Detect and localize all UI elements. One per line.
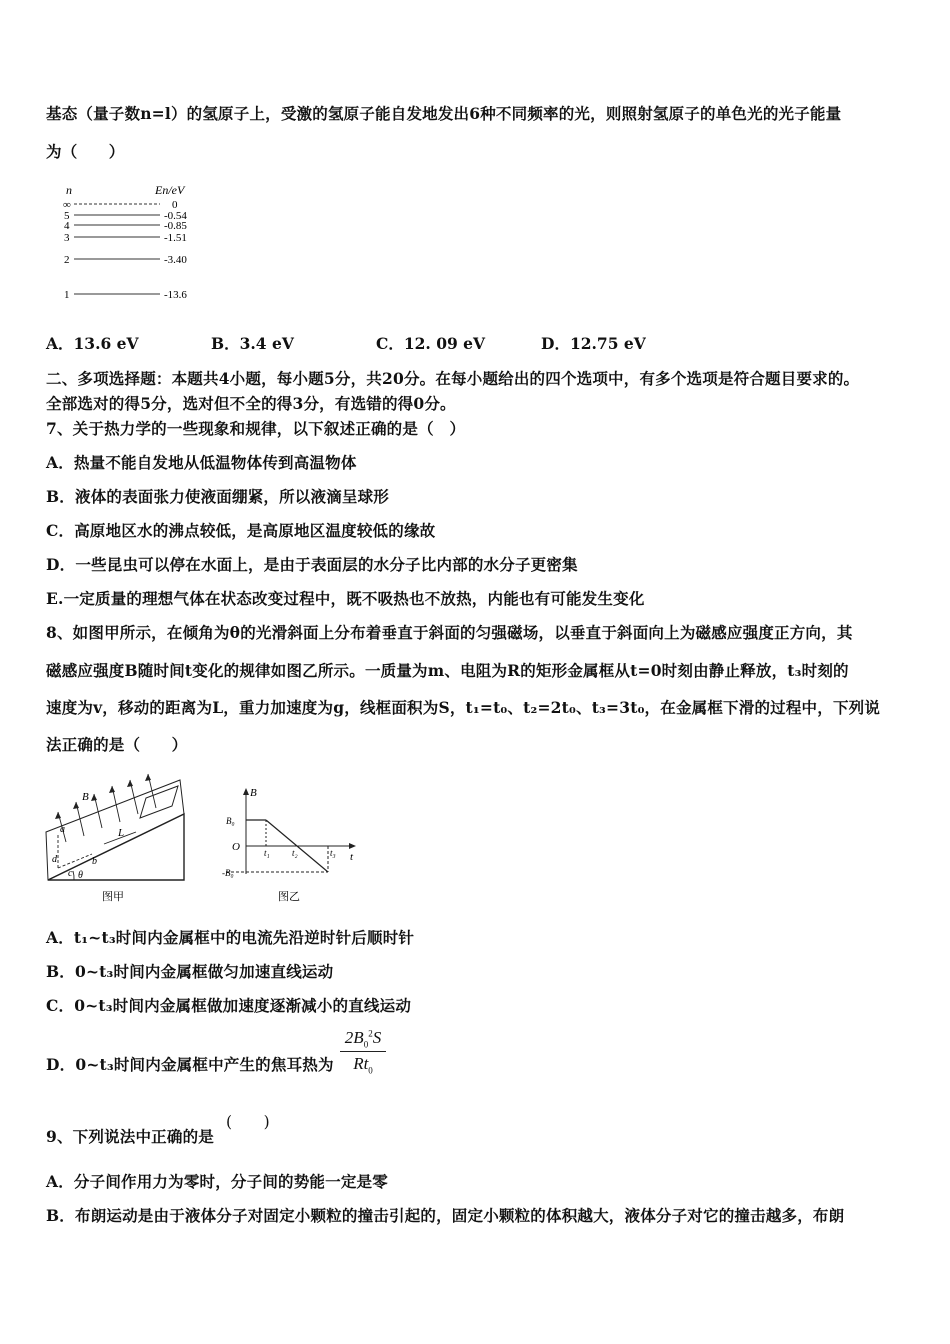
- q6-option-c: C．12. 09 eV: [376, 334, 486, 353]
- q8-option-a: A．t₁~t₃时间内金属框中的电流先沿逆时针后顺时针: [46, 928, 415, 947]
- level-e-3: -1.51: [164, 232, 187, 244]
- figure-yi-graph: [222, 784, 362, 906]
- level-e-1: -13.6: [164, 289, 187, 301]
- level-n-1: 1: [64, 289, 70, 301]
- fig-jia-caption: 图甲: [102, 891, 124, 903]
- fig-jia-L-label: L: [118, 827, 125, 839]
- level-n-inf: ∞: [63, 199, 71, 211]
- fig-yi-t1-label: t₁: [264, 848, 270, 858]
- fig-jia-b-label: b: [92, 856, 97, 867]
- section2-line2: 全部选对的得5分，选对但不全的得3分，有选错的得0分。: [46, 394, 456, 413]
- q6-line2: 为（ ）: [46, 142, 125, 161]
- q7-option-c: C．高原地区水的沸点较低，是高原地区温度较低的缘故: [46, 521, 436, 540]
- n-axis-label: n: [66, 183, 72, 197]
- energy-axis-label: En/eV: [155, 183, 185, 197]
- q8-option-c: C．0~t₃时间内金属框做加速度逐渐减小的直线运动: [46, 996, 412, 1015]
- figure-jia-incline: [44, 772, 194, 907]
- q8-option-b: B．0~t₃时间内金属框做匀加速直线运动: [46, 962, 334, 981]
- fraction-numerator: $2B_0^2S$: [340, 1028, 386, 1052]
- q7-option-d: D．一些昆虫可以停在水面上，是由于表面层的水分子比内部的水分子更密集: [46, 555, 578, 574]
- fig-yi-caption: 图乙: [278, 891, 300, 903]
- fig-yi-B0-label: B₀: [226, 816, 235, 826]
- fig-yi-negB0-label: -B₀: [222, 868, 234, 878]
- level-n-4: 4: [64, 220, 70, 232]
- level-e-inf: 0: [172, 199, 178, 211]
- q8-option-d: D．0~t₃时间内金属框中产生的焦耳热为: [46, 1055, 334, 1074]
- level-e-5: -0.54: [164, 210, 187, 222]
- q9-paren: ( ): [226, 1113, 270, 1131]
- q8-line1: 8、如图甲所示，在倾角为θ的光滑斜面上分布着垂直于斜面的匀强磁场，以垂直于斜面向上为磁感应强度正方向，其: [46, 623, 853, 642]
- q7-option-e: E.一定质量的理想气体在状态改变过程中，既不吸热也不放热，内能也有可能发生变化: [46, 589, 645, 608]
- level-e-4: -0.85: [164, 220, 187, 232]
- fig-yi-B-label: B: [250, 787, 257, 799]
- fig-jia-a-label: a: [60, 824, 65, 835]
- fig-jia-c-label: c: [68, 868, 73, 879]
- q8-line2: 磁感应强度B随时间t变化的规律如图乙所示。一质量为m、电阻为R的矩形金属框从t=0时刻由静止释放，t₃时刻的: [46, 661, 849, 680]
- q8-line4: 法正确的是（ ）: [46, 735, 188, 754]
- level-n-5: 5: [64, 210, 70, 222]
- fig-yi-t-label: t: [350, 851, 354, 863]
- fig-jia-B-label: B: [82, 791, 89, 803]
- fig-jia-d-label: d: [52, 854, 57, 865]
- fraction-denominator: $Rt_0$: [353, 1054, 373, 1076]
- level-n-3: 3: [64, 232, 70, 244]
- q7-stem: 7、关于热力学的一些现象和规律，以下叙述正确的是（ ）: [46, 419, 466, 438]
- fig-yi-t3-label: t₃: [330, 848, 336, 858]
- q8-line3: 速度为v，移动的距离为L，重力加速度为g，线框面积为S，t₁=t₀、t₂=2t₀、t₃=3t₀，在金属框下滑的过程中，下列说: [46, 698, 881, 717]
- fig-yi-O-label: O: [232, 841, 240, 853]
- level-e-2: -3.40: [164, 254, 187, 266]
- q9-stem: 9、下列说法中正确的是: [46, 1127, 214, 1146]
- q7-option-a: A．热量不能自发地从低温物体传到高温物体: [46, 453, 357, 472]
- fig-jia-theta-label: θ: [78, 870, 83, 881]
- q7-option-b: B．液体的表面张力使液面绷紧，所以液滴呈球形: [46, 487, 390, 506]
- energy-level-diagram: [60, 182, 220, 307]
- q6-option-a: A．13.6 eV: [46, 334, 139, 353]
- q9-option-a: A．分子间作用力为零时，分子间的势能一定是零: [46, 1172, 388, 1191]
- joule-heat-fraction: [340, 1028, 386, 1076]
- q9-option-b: B．布朗运动是由于液体分子对固定小颗粒的撞击引起的，固定小颗粒的体积越大，液体分子对它的撞击越多，布朗: [46, 1206, 845, 1225]
- q6-option-d: D．12.75 eV: [541, 334, 646, 353]
- q6-line1: 基态（量子数n=l）的氢原子上，受激的氢原子能自发地发出6种不同频率的光，则照射氢原子的单色光的光子能量: [46, 104, 842, 123]
- fig-yi-t2-label: t₂: [292, 848, 298, 858]
- section2-line1: 二、多项选择题：本题共4小题，每小题5分，共20分。在每小题给出的四个选项中，有多个选项是符合题目要求的。: [46, 369, 860, 388]
- level-n-2: 2: [64, 254, 70, 266]
- q6-option-b: B．3.4 eV: [211, 334, 294, 353]
